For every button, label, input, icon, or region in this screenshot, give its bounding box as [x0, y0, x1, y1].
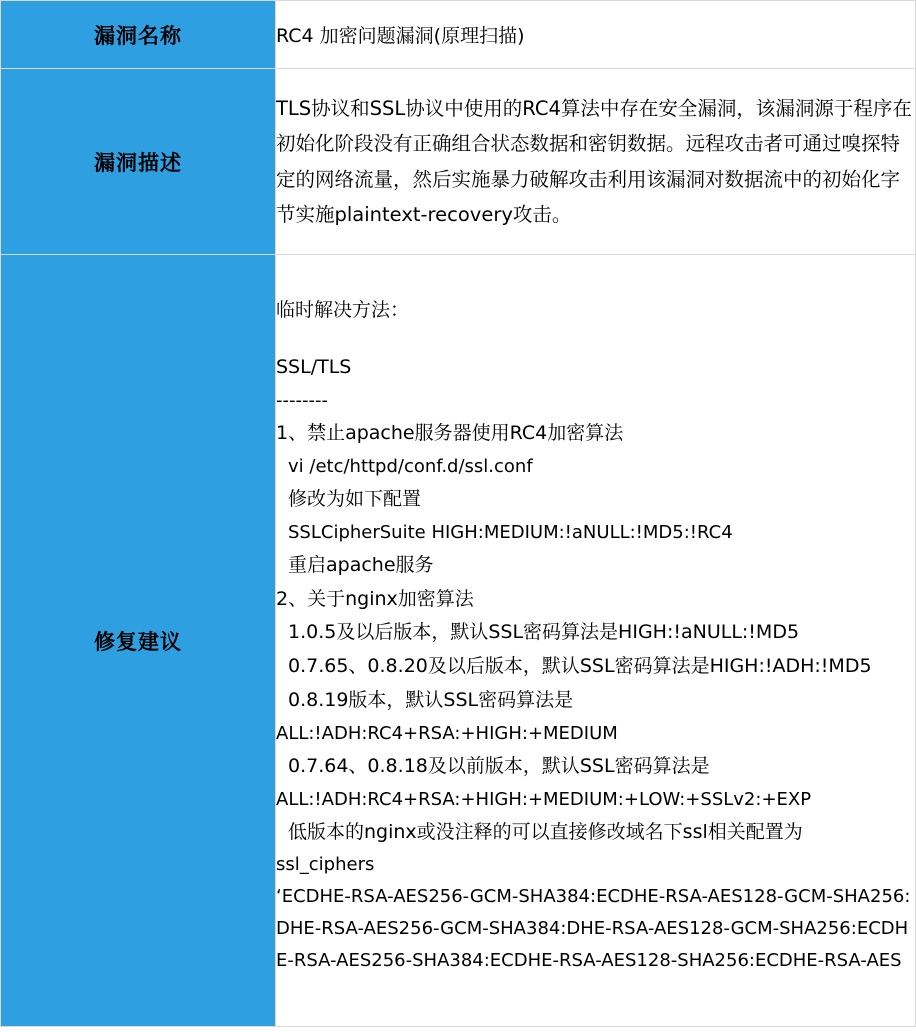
fix-line: 低版本的nginx或没注释的可以直接修改域名下ssl相关配置为	[288, 820, 803, 843]
fix-suggestion-row	[1, 255, 916, 1027]
fix-line: ALL:!ADH:RC4+RSA:+HIGH:+MEDIUM:+LOW:+SSLv2:+EXP	[276, 788, 812, 810]
vuln-name-label: 漏洞名称	[1, 1, 276, 69]
fix-line: 1、禁止apache服务器使用RC4加密算法	[276, 422, 624, 445]
vuln-description-label: 漏洞描述	[1, 69, 276, 255]
vuln-name-row	[1, 1, 916, 69]
fix-line: 0.7.65、0.8.20及以后版本，默认SSL密码算法是HIGH:!ADH:!MD5	[288, 655, 872, 678]
fix-line: ALL:!ADH:RC4+RSA:+HIGH:+MEDIUM	[276, 722, 618, 744]
vuln-description-text: TLS协议和SSL协议中使用的RC4算法中存在安全漏洞，该漏洞源于程序在初始化阶段没有正确组合状态数据和密钥数据。远程攻击者可通过嗅探特定的网络流量，然后实施暴力破解攻击利用该漏洞对数据流中的初始化字节实施plaintext-recovery攻击。	[276, 96, 912, 226]
fix-line: 1.0.5及以后版本，默认SSL密码算法是HIGH:!aNULL:!MD5	[288, 621, 800, 644]
fix-line: ‘ECDHE-RSA-AES256-GCM-SHA384:ECDHE-RSA-AES128-GCM-SHA256:DHE-RSA-AES256-GCM-SHA384:DHE-RSA-AES128-GCM-SHA256:ECDHE-RSA-AES256-SHA384:ECDHE-RSA-AES128-SHA256:ECDHE-RSA-AES	[276, 886, 911, 972]
fix-line: SSLCipherSuite HIGH:MEDIUM:!aNULL:!MD5:!RC4	[288, 521, 733, 543]
fix-line: vi /etc/httpd/conf.d/ssl.conf	[288, 456, 533, 477]
vuln-name-value: RC4 加密问题漏洞(原理扫描)	[276, 1, 916, 69]
fix-line: SSL/TLS	[276, 356, 352, 379]
vuln-description-row	[1, 69, 916, 255]
fix-line: 0.8.19版本，默认SSL密码算法是	[288, 688, 574, 711]
fix-line: ssl_ciphers	[276, 854, 375, 876]
fix-line: 临时解决方法：	[276, 298, 410, 321]
fix-suggestion-text	[276, 274, 915, 1008]
fix-suggestion-cell	[276, 255, 916, 1027]
vuln-description-cell	[276, 69, 916, 255]
blank-line	[276, 327, 915, 351]
fix-line: 2、关于nginx加密算法	[276, 587, 474, 610]
fix-line: 0.7.64、0.8.18及以前版本，默认SSL密码算法是	[288, 754, 710, 777]
fix-suggestion-label: 修复建议	[1, 255, 276, 1027]
fix-line: 修改为如下配置	[288, 488, 422, 510]
fix-line: --------	[276, 390, 328, 412]
fix-line: 重启apache服务	[288, 553, 434, 576]
